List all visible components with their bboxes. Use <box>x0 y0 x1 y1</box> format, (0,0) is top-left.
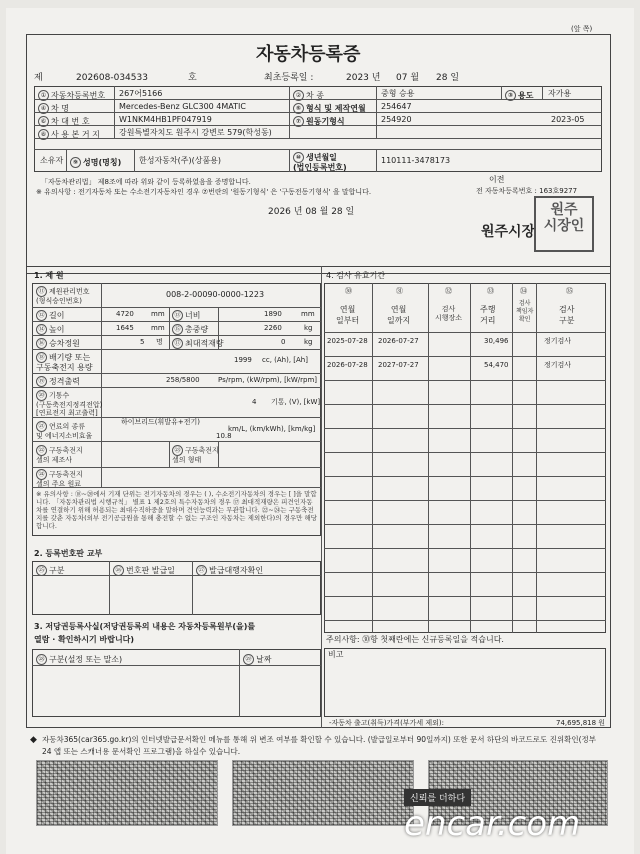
battery-maker-label: 구동축전지 셀의 제조사 <box>36 446 83 464</box>
row2-type: 정기검사 <box>544 361 572 369</box>
max-load-label: 최대적재량 <box>185 339 224 348</box>
verification-note: 자동차365(car365.go.kr)의 인터넷발급문서확인 메뉴를 통해 위 변조 여부를 확인할 수 있습니다. (발급일로부터 90일까지) 또한 문서 하단의 바코드로도 진위확인(정부24 앱 또는 스캐너용 문서확인 프로그램)을 하실수 있습니다. <box>42 735 596 756</box>
vehicle-name-value: Mercedes-Benz GLC300 4MATIC <box>119 102 246 111</box>
row2-from: 2026-07-28 <box>327 361 368 369</box>
fuel-label: 연료의 종류 및 에너지소비효율 <box>36 422 93 440</box>
inspection-table <box>324 283 606 633</box>
remarks-label: 비고 <box>328 650 344 659</box>
vin-value: W1NKM4HB1PF047919 <box>119 115 212 124</box>
plate-type-label: 구분 <box>49 566 65 575</box>
row1-to: 2026-07-27 <box>378 337 419 345</box>
cert-prefix: 제 <box>34 73 43 83</box>
inspection-row-line <box>324 572 606 573</box>
seating-label: 승차정원 <box>49 339 80 348</box>
gross-weight-value: 2260 <box>264 324 282 332</box>
barcode-2 <box>232 760 414 826</box>
plate-table <box>32 561 321 615</box>
registration-certificate: (앞 쪽) 자동차등록증 제 202608-034533 호 최초등록일 : 2023 년 07 월 28 일 ① 자동차등록번호 267어5166 ② 차 종 중형 승용 ③ 용도 자가용 ④ 차 명 Mercedes-Benz GLC300 4MATIC ⑤ 형식 및 제작연월 254647 2023-05 ⑥ 차 대 번 호 W1NKM4HB1PF047919 ⑦ 원동기형식 254920 ⑧ 사 용 본 거 지 강원특별자치도 원주시 강변로 579(학성동) 소유자 ⑨ 성명(명칭) 한성자동차(주)(상품용) ⑩ 생년월일 (법인등록번호) 110111-3478173 「자동차관리법」 제8조에 따라 위와 같이 등록하였음을 증명합니다. ※ 유의사항 : 전기자동차 또는 수소전기자동차인 경우 ⑦번란의 '원동기형식' 은 '구동전동기형식' 을 말합니다. 이전 전 자동차등록번호 : 163호9277 2026 년 08 월 28 일 원주시장 원주 시장인 1. 제 원 ⑪ 제원관리번호 (형식승인번호) 008-2-00090-0000-1223 ⑫ 길이 4720 mm ⑬ 너비 1890 mm ⑭ 높이 1645 mm ⑮ 총중량 2260 kg ⑯ 승차정원 5 명 ⑰ 최대적재량 0 kg ⑱ 배기량 또는 구동축전지 용량 1999 cc, (Ah), [Ah] ⑲ 정격출력 258/5800 Ps/rpm, (kW/rpm), [kW/rpm] ⑳ 기통수 (구동축전지정격전압) [연료전지 최고출력] 4 기통, (V), [kW] ㉑ 연료의 종류 및 에너지소비효율 하이브리드(휘발유+전기) km/L, (km/kWh), [km/kg] 10.8 ㉒ 구동축전지 셀의 제조사 ㉓ 구동축전지 셀의 형태 ㉔ 구동축전지 셀의 주요 원료 ※ 유의사항 : ⑱~⑳에서 기재 단위는 전기자동차의 경우는 ( ), 수소전기자동차의 경우는 [ ]을 말합니다. 「자동차관리법 시행규칙」 별표 1 제2호의 특수자동차의 경우 ⑰ 최대적재량은 피견인자동차를 연결하기 위해 허용되는 최대수직하중을 말하며 견인능력과는 무관합니다. ㉒~㉔는 구동축전지를 갖춘 자동차(외부 전기공급원을 통해 충전할 수 없는 구조인 자동차는 제외한다)의 경우만 해당합니다. 2. 등록번호판 교부 ㉕ 구분 ㉖ 번호판 발급일 ㉗ 발급대행자확인 3. 저당권등록사실(저당권등록의 내용은 자동차등록원부(을)를 열람 · 확인하시기 바랍니다) ㉘ 구분(설정 또는 말소) ㉙ 날짜 4. 검사 유효기간 ㉚ ㉛ ㉜ ㉝ ㉞ ㉟ 연월 일부터 연월 일까지 검사 시행장소 주행 거리 검사 책임자 확인 검사 구분 2025-07-28 2026-07-27 30,496 정기검사 2026-07-28 2027-07-27 54,470 정기검사 주의사항: ㉚항 첫째란에는 신규등록일을 적습니다. 비고 -자동차 출고(취득)가격(부가세 제외): 74,695,818 원 ◆ 자동차365(car365.go.kr)의 인터넷발급문서확인 메뉴를 통해 위 변조 여부를 확인할 수 있습니다. (발급일로부터 90일까지) 또한 문서 하단의 바코드로도 진위확인(정부24 앱 또는 스캐너용 문서확인 프로그램)을 하실수 있습니다. 신뢰를 더하다 encar.com <box>6 8 634 854</box>
height-unit: mm <box>151 324 165 332</box>
displacement-unit: cc, (Ah), [Ah] <box>262 356 308 364</box>
rated-output-unit: Ps/rpm, (kW/rpm), [kW/rpm] <box>218 376 318 384</box>
seating-unit: 명 <box>156 338 163 346</box>
max-load-value: 0 <box>281 338 286 346</box>
height-value: 1645 <box>116 324 134 332</box>
col-type-label: 검사 구분 <box>559 305 575 325</box>
col34-num-icon: ㉞ <box>520 287 527 295</box>
inspection-row-line <box>324 356 606 357</box>
usage-label: 용도 <box>518 91 534 100</box>
battery-material-label: 구동축전지 셀의 주요 원료 <box>36 470 83 488</box>
inspection-row-line <box>324 380 606 381</box>
caution-note: 주의사항: ㉚항 첫째란에는 신규등록일을 적습니다. <box>326 635 504 644</box>
first-reg-month: 07 월 <box>396 73 420 83</box>
address-label: 사 용 본 거 지 <box>51 130 100 139</box>
engine-type-label: 원동기형식 <box>306 117 345 126</box>
spec-notice: ※ 유의사항 : ⑱~⑳에서 기재 단위는 전기자동차의 경우는 ( ), 수소전기자동차의 경우는 [ ]을 말합니다. 「자동차관리법 시행규칙」 별표 1 제2호의 특수자동차의 경우 ⑰ 최대적재량은 피견인자동차를 연결하기 위해 허용되는 최대수직하중을 말하며 견인능력과는 무관합니다. ㉒~㉔는 구동축전지를 갖춘 자동차(외부 전기공급원을 통해 충전할 수 없는 구조인 자동차는 제외한다)의 경우만 해당합니다. <box>36 490 318 530</box>
document-title: 자동차등록증 <box>256 44 361 65</box>
vin-label: 차 대 번 호 <box>51 117 90 126</box>
address-value: 강원특별자치도 원주시 강변로 579(학성동) <box>119 128 272 137</box>
efficiency-value: 10.8 <box>216 432 232 440</box>
barcode-1 <box>36 760 218 826</box>
vehicle-name-label: 차 명 <box>51 104 69 113</box>
engine-type-value: 254920 <box>381 115 412 124</box>
inspection-row-line <box>324 452 606 453</box>
lien-date-label: 날짜 <box>256 655 272 664</box>
page-corner-label: (앞 쪽) <box>571 25 593 33</box>
length-value: 4720 <box>116 310 134 318</box>
displacement-label: 배기량 또는 구동축전지 용량 <box>36 353 93 372</box>
seating-value: 5 <box>140 338 145 346</box>
price-value: 74,695,818 원 <box>556 719 606 727</box>
owner-name-label: 성명(명칭) <box>83 158 122 167</box>
cylinders-value: 4 <box>252 398 257 406</box>
width-unit: mm <box>301 310 315 318</box>
cert-suffix: 호 <box>188 73 197 83</box>
owner-label: 소유자 <box>40 156 64 165</box>
battery-form-label: 구동축전지 셀의 형태 <box>172 446 219 464</box>
row2-to: 2027-07-27 <box>378 361 419 369</box>
owner-name-value: 한성자동차(주)(상품용) <box>139 156 222 165</box>
inspection-row-line <box>324 596 606 597</box>
inspection-row-line <box>324 620 606 621</box>
plate-header: 2. 등록번호판 교부 <box>34 549 103 558</box>
official-seal: 원주 시장인 <box>534 196 594 252</box>
efficiency-unit: km/L, (km/kWh), [km/kg] <box>228 425 316 433</box>
inspection-row-line <box>324 476 606 477</box>
width-value: 1890 <box>264 310 282 318</box>
cylinders-unit: 기통, (V), [kW] <box>271 398 321 406</box>
watermark-tagline: 신뢰를 더하다 <box>404 789 471 806</box>
plate-issue-date-label: 번호판 발급일 <box>126 566 175 575</box>
col35-num-icon: ㉟ <box>566 287 573 295</box>
transfer-label: 이전 <box>489 175 505 184</box>
usage-notice: ※ 유의사항 : 전기자동차 또는 수소전기자동차인 경우 ⑦번란의 '원동기형식' 은 '구동전동기형식' 을 말합니다. <box>36 188 372 196</box>
spec-mgmt-label: 제원관리번호 (형식승인번호) <box>36 287 90 305</box>
spec-header: 1. 제 원 <box>34 271 64 280</box>
inspection-header: 4. 검사 유효기간 <box>326 271 386 280</box>
col-place-label: 검사 시행장소 <box>435 305 463 322</box>
birth-corp-label: 생년월일 (법인등록번호) <box>293 153 347 172</box>
first-reg-label: 최초등록일 : <box>264 73 314 83</box>
manufacture-date-value: 2023-05 <box>551 115 585 124</box>
gross-weight-label: 총중량 <box>185 325 209 334</box>
issuer-name: 원주시장 <box>481 224 536 240</box>
row1-mileage: 30,496 <box>484 337 509 345</box>
first-reg-day: 28 일 <box>436 73 460 83</box>
rated-output-label: 정격출력 <box>49 377 80 386</box>
col31-num-icon: ㉛ <box>396 287 403 295</box>
col32-num-icon: ㉜ <box>445 287 452 295</box>
height-label: 높이 <box>49 325 65 334</box>
spec-mgmt-value: 008-2-00090-0000-1223 <box>166 290 265 299</box>
col-confirm-label: 검사 책임자 확인 <box>516 300 534 323</box>
lien-type-label: 구분(설정 또는 말소) <box>49 655 123 664</box>
displacement-value: 1999 <box>234 356 252 364</box>
rated-output-value: 258/5800 <box>166 376 200 384</box>
col-mileage-label: 주행 거리 <box>480 305 496 325</box>
cert-number: 202608-034533 <box>76 73 148 83</box>
col-from-label: 연월 일부터 <box>336 305 360 325</box>
model-code-value: 254647 <box>381 102 412 111</box>
first-reg-year: 2023 년 <box>346 73 381 83</box>
row2-mileage: 54,470 <box>484 361 509 369</box>
model-date-label: 형식 및 제작연월 <box>306 104 366 113</box>
col33-num-icon: ㉝ <box>487 287 494 295</box>
row1-type: 정기검사 <box>544 337 572 345</box>
vehicle-type-value: 중형 승용 <box>381 89 415 98</box>
col-to-label: 연월 일까지 <box>387 305 411 325</box>
width-label: 너비 <box>185 311 201 320</box>
length-unit: mm <box>151 310 165 318</box>
inspection-row-line <box>324 500 606 501</box>
remarks-box <box>324 648 606 717</box>
row1-from: 2025-07-28 <box>327 337 368 345</box>
reg-number-label: 자동차등록번호 <box>51 91 106 100</box>
lien-header: 3. 저당권등록사실(저당권등록의 내용은 자동차등록원부(을)를 열람 · 확인하시기 바랍니다) <box>34 622 256 644</box>
plate-agent-label: 발급대행자확인 <box>209 566 264 575</box>
fuel-value: 하이브리드(휘발유+전기) <box>121 418 200 426</box>
cylinders-label: 기통수 (구동축전지정격전압) [연료전지 최고출력] <box>36 391 103 417</box>
birth-corp-value: 110111-3478173 <box>381 156 451 165</box>
usage-value: 자가용 <box>548 89 572 98</box>
previous-reg-number: 전 자동차등록번호 : 163호9277 <box>476 187 578 195</box>
price-label: -자동차 출고(취득)가격(부가세 제외): <box>329 719 444 727</box>
diamond-bullet-icon: ◆ <box>30 735 37 745</box>
inspection-row-line <box>324 524 606 525</box>
max-load-unit: kg <box>304 338 313 346</box>
inspection-row-line <box>324 548 606 549</box>
vehicle-type-label: 차 종 <box>306 91 324 100</box>
inspection-row-line <box>324 404 606 405</box>
issue-date: 2026 년 08 월 28 일 <box>268 207 355 217</box>
reg-number-value: 267어5166 <box>119 89 163 98</box>
gross-weight-unit: kg <box>304 324 313 332</box>
length-label: 길이 <box>49 311 65 320</box>
inspection-row-line <box>324 428 606 429</box>
certify-notice: 「자동차관리법」 제8조에 따라 위와 같이 등록하였음을 증명합니다. <box>41 178 251 186</box>
col30-num-icon: ㉚ <box>345 287 352 295</box>
watermark-logo: encar.com <box>404 804 581 844</box>
